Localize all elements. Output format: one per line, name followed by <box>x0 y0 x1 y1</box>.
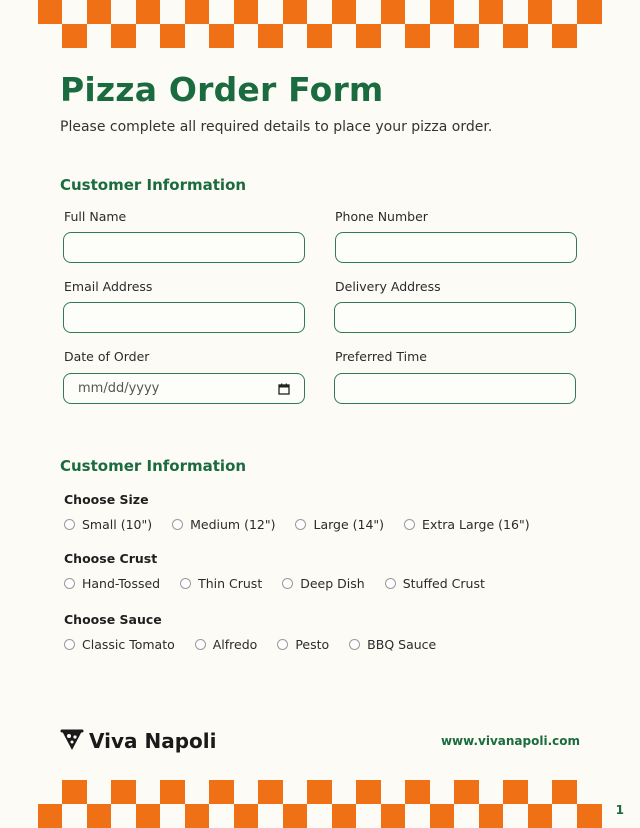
address-label: Delivery Address <box>335 279 441 294</box>
radio-circle[interactable] <box>64 519 75 530</box>
radio-circle[interactable] <box>172 519 183 530</box>
phone-label: Phone Number <box>335 209 428 224</box>
radio-circle[interactable] <box>180 578 191 589</box>
radio-circle[interactable] <box>295 519 306 530</box>
radio-circle[interactable] <box>282 578 293 589</box>
size-option-medium[interactable]: Medium (12") <box>172 517 275 532</box>
page-number: 1 <box>615 803 624 817</box>
crust-option-deep-dish[interactable]: Deep Dish <box>282 576 364 591</box>
section-title-order: Customer Information <box>60 457 247 475</box>
sauce-group-label: Choose Sauce <box>64 612 162 627</box>
crust-option-hand-tossed[interactable]: Hand-Tossed <box>64 576 160 591</box>
sauce-radio-group <box>64 637 456 652</box>
calendar-icon[interactable] <box>278 383 290 395</box>
delivery-address-field[interactable] <box>334 302 576 333</box>
website-link[interactable]: www.vivanapoli.com <box>440 734 580 748</box>
crust-radio-group <box>64 576 505 591</box>
pizza-slice-icon <box>60 727 84 755</box>
radio-circle[interactable] <box>385 578 396 589</box>
size-radio-group <box>64 517 550 532</box>
checker-border-top <box>38 0 602 48</box>
full-name-field[interactable] <box>63 232 305 263</box>
brand-name: Viva Napoli <box>89 729 217 753</box>
radio-circle[interactable] <box>349 639 360 650</box>
radio-circle[interactable] <box>195 639 206 650</box>
date-field[interactable] <box>63 373 305 404</box>
size-group-label: Choose Size <box>64 492 149 507</box>
email-field[interactable] <box>63 302 305 333</box>
page-subtitle: Please complete all required details to place your pizza order. <box>60 119 493 135</box>
date-label: Date of Order <box>64 349 150 364</box>
brand-logo <box>60 727 216 755</box>
radio-circle[interactable] <box>404 519 415 530</box>
sauce-option-alfredo[interactable]: Alfredo <box>195 637 258 652</box>
size-option-extra-large[interactable]: Extra Large (16") <box>404 517 530 532</box>
radio-circle[interactable] <box>277 639 288 650</box>
full-name-label: Full Name <box>64 209 127 224</box>
time-label: Preferred Time <box>335 349 427 364</box>
crust-option-thin[interactable]: Thin Crust <box>180 576 262 591</box>
email-label: Email Address <box>64 279 153 294</box>
size-option-large[interactable]: Large (14") <box>295 517 384 532</box>
radio-circle[interactable] <box>64 578 75 589</box>
sauce-option-bbq[interactable]: BBQ Sauce <box>349 637 436 652</box>
date-placeholder: mm/dd/yyyy <box>78 381 160 396</box>
page-title: Pizza Order Form <box>60 70 384 109</box>
crust-option-stuffed[interactable]: Stuffed Crust <box>385 576 485 591</box>
checker-border-bottom <box>38 780 602 828</box>
sauce-option-classic-tomato[interactable]: Classic Tomato <box>64 637 175 652</box>
sauce-option-pesto[interactable]: Pesto <box>277 637 329 652</box>
crust-group-label: Choose Crust <box>64 551 158 566</box>
size-option-small[interactable]: Small (10") <box>64 517 152 532</box>
preferred-time-field[interactable] <box>334 373 576 404</box>
phone-field[interactable] <box>335 232 577 263</box>
section-title-customer: Customer Information <box>60 176 247 194</box>
radio-circle[interactable] <box>64 639 75 650</box>
